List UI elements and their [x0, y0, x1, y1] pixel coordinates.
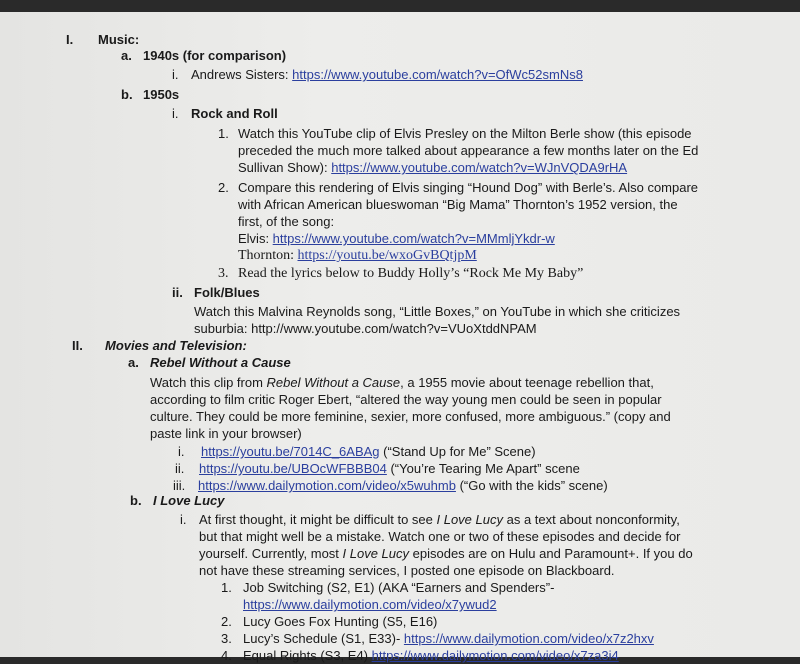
job-switching-link[interactable]: https://www.dailymotion.com/video/x7ywud2 [243, 597, 497, 612]
rebel-link-3-line [198, 478, 608, 494]
lucy-i-label: i. [180, 512, 187, 527]
section-2-title: Movies and Television: [105, 338, 247, 353]
rebel-link-2-line [199, 461, 580, 477]
music-b-label: b. [121, 87, 133, 102]
rebel-title: Rebel Without a Cause [150, 355, 291, 370]
ep3-text: Lucy’s Schedule (S1, E33)- [243, 631, 404, 646]
lucys-schedule-link[interactable]: https://www.dailymotion.com/video/x7z2hxv [403, 631, 654, 646]
folk-blues-label: ii. [172, 285, 183, 300]
music-a-i-label: i. [172, 67, 179, 82]
rock-roll-label: i. [172, 106, 179, 121]
rr1-line3-text: Sullivan Show): [238, 160, 332, 175]
rr1-line1: Watch this YouTube clip of Elvis Presley on the Milton Berle show (this episode [238, 126, 692, 141]
stand-up-for-me-link[interactable]: https://youtu.be/7014C_6ABAg [201, 444, 380, 459]
rr3-text: Read the lyrics below to Buddy Holly’s “Rock Me My Baby” [238, 266, 584, 281]
rebel-p1-post: , a 1955 movie about teenage rebellion that, [400, 375, 654, 390]
rr2-label: 2. [218, 180, 229, 195]
rebel-para-line3: culture. They could be more feminine, sexier, more confused, more ambiguous.” (copy and [150, 409, 671, 424]
lucy-line3 [199, 546, 693, 562]
section-1-number: I. [66, 32, 74, 47]
music-a-label: a. [121, 48, 132, 63]
ep4-line [243, 648, 619, 664]
rebel-para-line4: paste link in your browser) [150, 426, 302, 441]
go-with-the-kids-link[interactable]: https://www.dailymotion.com/video/x5wuhmb [198, 478, 456, 493]
movies-b-label: b. [130, 493, 142, 508]
music-b-title: 1950s [143, 87, 180, 102]
folk-blues-title: Folk/Blues [194, 285, 260, 300]
ep1-text: Job Switching (S2, E1) (AKA “Earners and Spenders”- [243, 580, 555, 595]
rr3-label: 3. [218, 266, 229, 281]
rebel-link-3-label: iii. [173, 478, 186, 493]
rebel-para-line2: according to film critic Roger Ebert, “altered the way young men could be seen in popular [150, 392, 662, 407]
lucy-l1-pre: At first thought, it might be difficult to see [199, 512, 437, 527]
rr2-thornton-line [238, 248, 477, 264]
tearing-me-apart-link[interactable]: https://youtu.be/UBOcWFBBB04 [199, 461, 387, 476]
andrews-sisters-text: Andrews Sisters: [191, 67, 293, 82]
rr1-label: 1. [218, 126, 229, 141]
lucy-l1-italic: I Love Lucy [436, 512, 503, 527]
rr1-line2: preceded the much more talked about appearance a few months later on the Ed [238, 143, 699, 158]
elvis-berle-link[interactable]: https://www.youtube.com/watch?v=WJnVQDA9rHA [331, 160, 628, 175]
lucy-l1-post: as a text about nonconformity, [503, 512, 680, 527]
section-1-title: Music: [98, 32, 140, 47]
andrews-sisters-link[interactable]: https://www.youtube.com/watch?v=OfWc52smNs8 [292, 67, 583, 82]
rebel-link-1-line [201, 444, 536, 460]
music-a-i-line [191, 67, 583, 83]
thornton-hound-dog-link[interactable]: https://youtu.be/wxoGvBQtjpM [297, 248, 477, 263]
lucy-l3-pre: yourself. Currently, most [199, 546, 343, 561]
document-page [0, 12, 800, 663]
rr2-line1: Compare this rendering of Elvis singing “Hound Dog” with Berle’s. Also compare [238, 180, 699, 195]
ep2-text: Lucy Goes Fox Hunting (S5, E16) [243, 614, 438, 629]
lucy-l3-italic: I Love Lucy [342, 546, 410, 561]
folk-blues-line1: Watch this Malvina Reynolds song, “Little Boxes,” on YouTube in which she criticizes [194, 304, 681, 319]
rr2-line2: with African American blueswoman “Big Mama” Thornton’s 1952 version, the [238, 197, 678, 212]
lucy-line2: but that might well be a mistake. Watch one or two of these episodes and decide for [199, 529, 681, 544]
rr2-elvis-line [238, 231, 555, 247]
elvis-hound-dog-link[interactable]: https://www.youtube.com/watch?v=MMmljYkdr-w [272, 231, 555, 246]
rr2-line3: first, of the song: [238, 214, 335, 229]
rebel-para-line1 [150, 375, 654, 391]
rock-roll-title: Rock and Roll [191, 106, 278, 121]
suburbia-text: suburbia: [194, 321, 252, 336]
ep4-label: 4. [221, 648, 232, 663]
movies-a-label: a. [128, 355, 139, 370]
folk-blues-line2 [194, 321, 537, 337]
rebel-link-1-label: i. [178, 444, 185, 459]
lucy-line4: not have these streaming services, I posted one episode on Blackboard. [199, 563, 615, 578]
elvis-label: Elvis: [238, 231, 273, 246]
ep3-line [243, 631, 654, 647]
rebel-p1-italic: Rebel Without a Cause [266, 375, 401, 390]
rebel-link-2-label: ii. [175, 461, 185, 476]
lucy-l3-post: episodes are on Hulu and Paramount+. If you do [409, 546, 693, 561]
stand-up-for-me-desc: (“Stand Up for Me” Scene) [379, 444, 536, 459]
section-2-number: II. [72, 338, 83, 353]
thornton-label: Thornton: [238, 248, 298, 263]
ep1-label: 1. [221, 580, 232, 595]
lucy-title: I Love Lucy [153, 493, 225, 508]
rebel-p1-pre: Watch this clip from [150, 375, 267, 390]
tearing-me-apart-desc: (“You’re Tearing Me Apart” scene [386, 461, 580, 476]
lucy-line1 [199, 512, 680, 528]
music-a-title: 1940s (for comparison) [143, 48, 287, 63]
ep3-label: 3. [221, 631, 232, 646]
go-with-the-kids-desc: (“Go with the kids” scene) [455, 478, 608, 493]
ep4-text: Equal Rights (S3, E4) [243, 648, 372, 663]
rr1-line3 [238, 160, 627, 176]
ep2-label: 2. [221, 614, 232, 629]
equal-rights-link[interactable]: https://www.dailymotion.com/video/x7za3i4 [371, 648, 619, 663]
little-boxes-url[interactable]: http://www.youtube.com/watch?v=VUoXtddNPAM [251, 321, 537, 336]
